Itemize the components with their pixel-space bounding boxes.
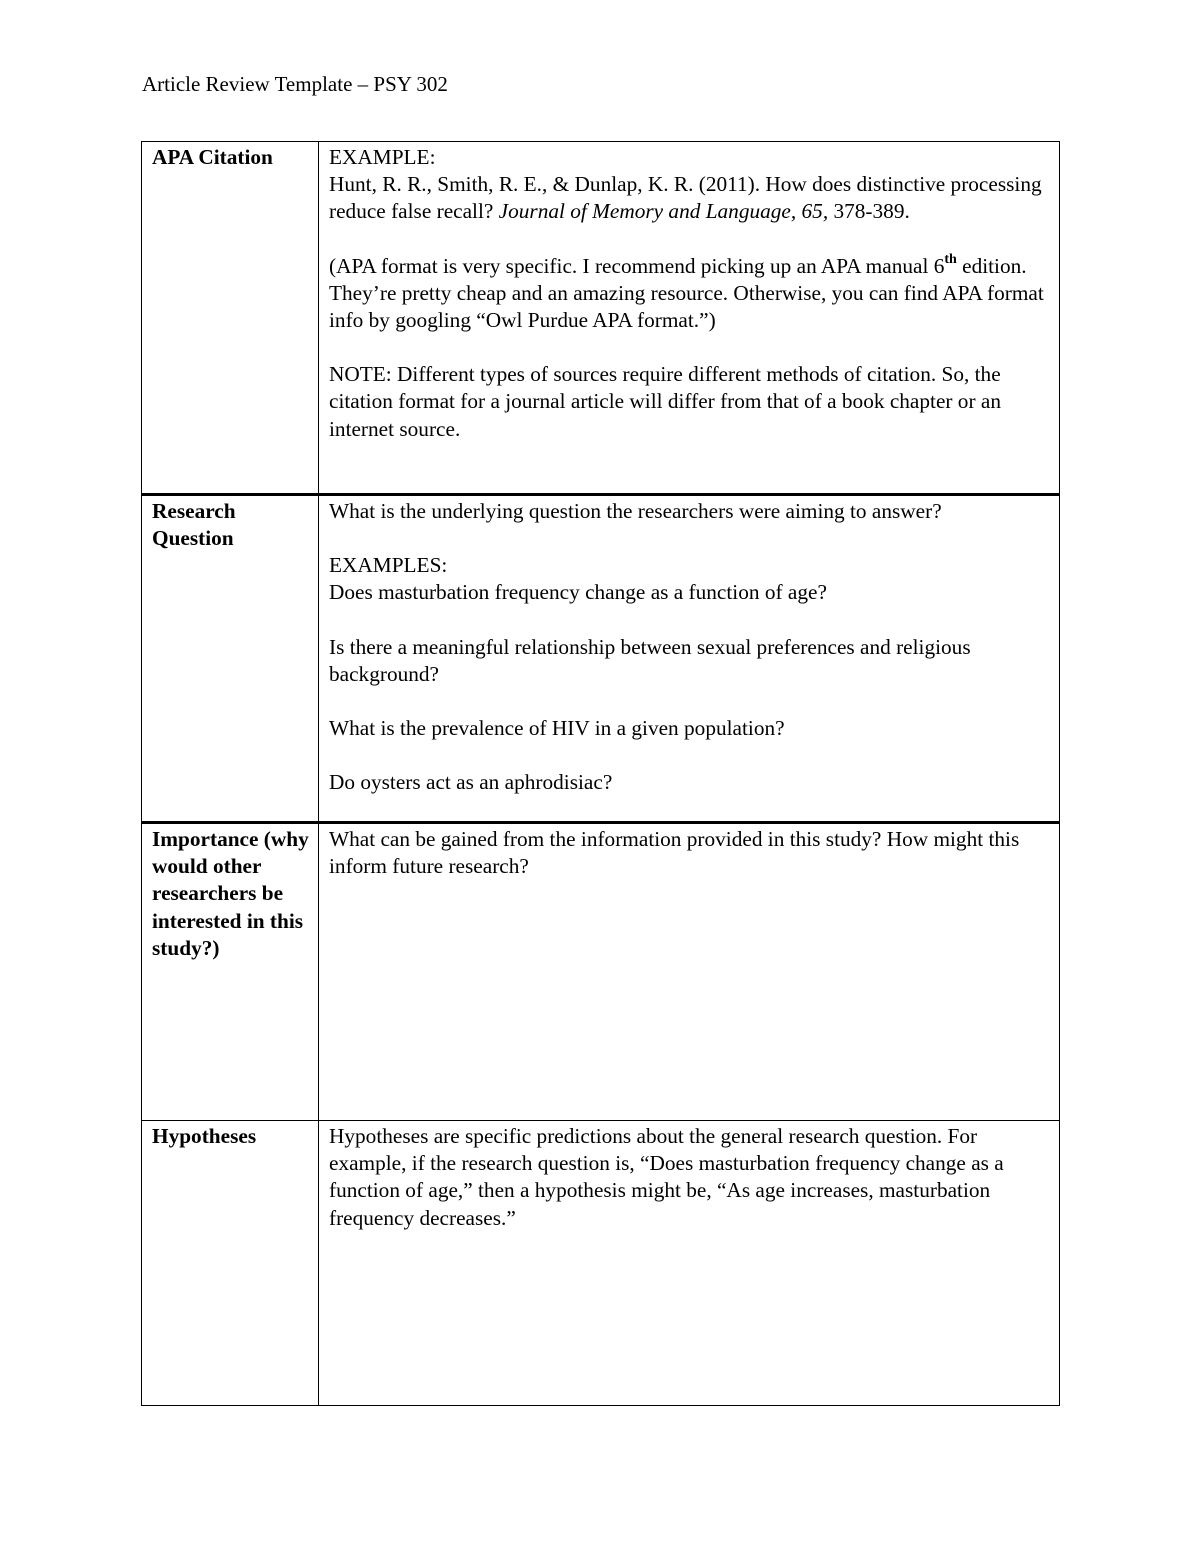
example-question: What is the prevalence of HIV in a given population? (329, 716, 785, 741)
research-question-intro: What is the underlying question the researchers were aiming to answer? (329, 499, 942, 523)
journal-name: Journal of Memory and Language, 65, (498, 199, 829, 224)
apa-citation-content (319, 142, 1060, 495)
apa-note-text: (APA format is very specific. I recommend picking up an APA manual 6 (329, 253, 945, 278)
hypotheses-content (319, 1121, 1060, 1406)
example-question: Do oysters act as an aphrodisiac? (329, 770, 613, 795)
research-question-label: Research Question (142, 495, 319, 823)
importance-text: What can be gained from the information provided in this study? How might this inform future research? (329, 827, 1020, 879)
apa-note-text-continued: edition. They’re pretty cheap and an amazing resource. Otherwise, you can find APA format info by googling “Owl Purdue APA format.”) (329, 253, 1044, 333)
table-row-apa-citation (142, 142, 1060, 495)
apa-note-superscript: th (944, 251, 957, 267)
hypotheses-text: Hypotheses are specific predictions about the general research question. For example, if the research question is, “Does masturbation frequency change as a function of age,” then a hypothesis might be, “As age increases, masturbation frequency decreases.” (329, 1124, 1004, 1230)
apa-format-note (329, 253, 1051, 335)
reference-text: Hunt, R. R., Smith, R. E., & Dunlap, K. R. (2011). How does distinctive processing reduce false recall? (329, 172, 1042, 224)
page-title: Article Review Template – PSY 302 (142, 72, 448, 96)
reference-pages: 378-389. (828, 199, 910, 224)
citation-example (329, 144, 1051, 226)
example-question: Does masturbation frequency change as a function of age? (329, 580, 827, 605)
research-question-examples (329, 552, 1051, 606)
importance-label: Importance (why would other researchers be interested in this study?) (142, 823, 319, 1121)
examples-heading: EXAMPLES: (329, 553, 448, 578)
apa-citation-label: APA Citation (142, 142, 319, 495)
citation-types-note: NOTE: Different types of sources require different methods of citation. So, the citation format for a journal article will differ from that of a book chapter or an internet source. (329, 362, 1001, 441)
table-row-importance (142, 823, 1060, 1121)
importance-content (319, 823, 1060, 1121)
article-review-table (141, 141, 1060, 1406)
table-row-research-question (142, 495, 1060, 823)
example-question: Is there a meaningful relationship between sexual preferences and religious background? (329, 634, 971, 686)
research-question-content (319, 495, 1060, 823)
hypotheses-label: Hypotheses (142, 1121, 319, 1406)
table-row-hypotheses (142, 1121, 1060, 1406)
example-heading: EXAMPLE: (329, 145, 436, 169)
